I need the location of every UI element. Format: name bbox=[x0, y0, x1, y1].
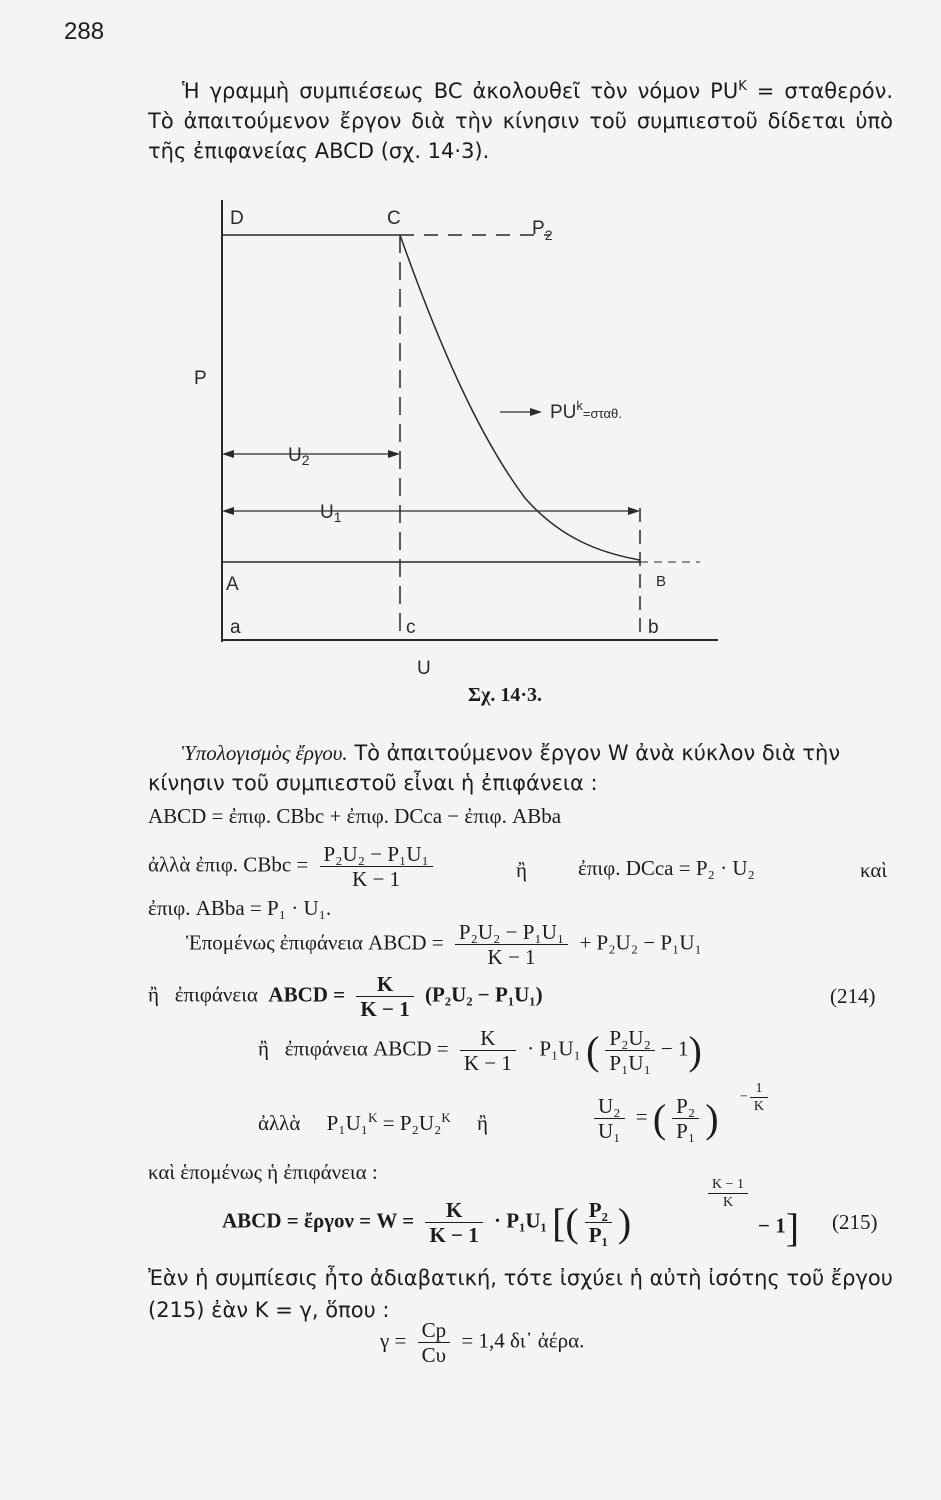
frac-alt-2: $\frac{\text{P₂U₂}}{\text{P₁U₁}}$ bbox=[605, 1026, 655, 1075]
para-work-text: Τὸ ἀπαιτούμενον ἔργον W ἀνὰ κύκλον διὰ τὴν κίνησιν τοῦ συμπιεστοῦ εἶναι ἡ ἐπιφάνεια : bbox=[148, 741, 841, 795]
and-therefore: καὶ ἑπομένως ἡ ἐπιφάνεια : bbox=[148, 1160, 378, 1184]
eq-alt-minus: − 1 bbox=[660, 1036, 689, 1061]
epif-word: ἐπιφάνεια bbox=[174, 982, 258, 1007]
label-b: b bbox=[648, 617, 659, 638]
frac-alt-1: $\frac{K}{K - 1}$ bbox=[460, 1026, 516, 1075]
label-c: c bbox=[406, 617, 416, 638]
eq-therefore bbox=[186, 920, 702, 969]
frac-215-p: $\frac{\text{P₂}}{\text{P₁}}$ bbox=[585, 1198, 612, 1247]
page-number: 288 bbox=[64, 18, 105, 45]
eq-law-mid: = P₂U₂ bbox=[377, 1111, 442, 1135]
exp-1: − $\frac{1}{K}$ bbox=[740, 1080, 770, 1115]
or-2: ἢ bbox=[148, 982, 159, 1007]
label-U: U bbox=[417, 658, 431, 678]
para-work bbox=[148, 738, 893, 798]
eq-therefore-lhs: Ἑπομένως ἐπιφάνεια ABCD = bbox=[186, 930, 444, 955]
label-A: A bbox=[226, 574, 239, 595]
u1-arrowhead-right bbox=[628, 507, 640, 515]
figure-caption: Σχ. 14·3. bbox=[468, 684, 542, 706]
eq-alt-p1u1: · P₁U₁ bbox=[527, 1036, 581, 1061]
eqno-215: (215) bbox=[832, 1210, 878, 1234]
frac-p2p1: $\frac{\text{P₂}}{\text{P₁}}$ bbox=[672, 1094, 699, 1143]
intro-paragraph bbox=[148, 72, 893, 166]
or-1: ἢ bbox=[516, 858, 527, 882]
u1-arrowhead-left bbox=[222, 507, 234, 515]
intro-sup: K bbox=[738, 79, 747, 94]
label-B: B bbox=[656, 573, 667, 590]
label-C: C bbox=[387, 208, 401, 229]
frac-gamma: $\frac{Cp}{C\upsilon}$ bbox=[418, 1318, 451, 1367]
eq-215: ABCD = ἔργον = W = $\frac{K}{K - 1}$ · P₁U₁ [( $\frac{\text{P₂}}{\text{P₁}}$ ) bbox=[222, 1198, 632, 1247]
abcd-bold: ABCD = bbox=[268, 982, 346, 1007]
exp-2: $\frac{K - 1}{K}$ bbox=[708, 1176, 748, 1211]
intro-text-2: = σταθερόν. Τὸ ἀπαιτούμενον ἔργον διὰ τὴν κίνησιν τοῦ συμπιεστοῦ δίδεται ὑπὸ τῆς ἐπιφανείας ABCD (σχ. 14·3). bbox=[148, 79, 894, 163]
eq-215-p1u1: · P₁U₁ bbox=[494, 1208, 547, 1233]
label-D: D bbox=[230, 208, 244, 229]
eq-cbbc bbox=[148, 842, 439, 891]
label-P: P bbox=[194, 368, 207, 389]
or-3: ἢ bbox=[258, 1036, 269, 1061]
frac-cbbc: $\frac{\text{P₂U₂ − P₁U₁}}{K - 1}$ bbox=[320, 842, 433, 891]
but-2: ἀλλὰ bbox=[258, 1111, 301, 1135]
eq-alt: ἢ ἐπιφάνεια ABCD = $\frac{K}{K - 1}$ · P₁U₁ ( $\frac{\text{P₂U₂}}{\text{P₁U₁}}$ − 1) bbox=[258, 1026, 702, 1075]
eq-215-lhs: ABCD = ἔργον = W = bbox=[222, 1208, 415, 1233]
eq-abba: ἐπιφ. ABba = P₁ · U₁. bbox=[148, 896, 332, 920]
label-P2: $P_2$ bbox=[532, 218, 553, 243]
u2-arrowhead-right bbox=[388, 450, 400, 458]
eq-ratio: $\frac{\text{U₂}}{\text{U₁}}$ = ( $\frac{\text{P₂}}{\text{P₁}}$ ) bbox=[588, 1094, 719, 1143]
figure-pu-diagram bbox=[180, 178, 760, 678]
eq-gamma bbox=[380, 1318, 584, 1367]
eq-therefore-plus: + P₂U₂ − P₁U₁ bbox=[579, 930, 702, 955]
gamma-val: = 1,4 δι᾽ ἀέρα. bbox=[461, 1328, 585, 1353]
eq-dcca: ἐπιφ. DCca = P₂ · U₂ bbox=[578, 856, 755, 880]
label-U1: $U_1$ bbox=[320, 502, 342, 525]
frac-therefore: $\frac{\text{P₂U₂ − P₁U₁}}{K - 1}$ bbox=[455, 920, 568, 969]
eq-law-p1u1: P₁U₁ bbox=[326, 1111, 369, 1135]
intro-text-1: Ἡ γραμμὴ συμπιέσεως BC ἀκολουθεῖ τὸν νόμον PU bbox=[182, 79, 739, 103]
frac-214: $\frac{K}{K - 1}$ bbox=[356, 972, 413, 1021]
eq-214 bbox=[148, 972, 543, 1021]
term-214: (P₂U₂ − P₁U₁) bbox=[424, 982, 543, 1007]
eq-cbbc-lhs: ἀλλὰ ἐπιφ. CBbc = bbox=[148, 852, 309, 877]
label-a: a bbox=[230, 617, 241, 638]
eqno-214: (214) bbox=[830, 984, 876, 1008]
eq-law bbox=[258, 1110, 488, 1136]
para-adiabatic: Ἐὰν ἡ συμπίεσις ἦτο ἀδιαβατική, τότε ἰσχύει ἡ αὐτὴ ἰσότης τοῦ ἔργου (215) ἐὰν K = γ, ὅπου : bbox=[148, 1266, 893, 1322]
section-heading: Ὑπολογισμὸς ἔργου. bbox=[182, 741, 348, 765]
u2-arrowhead-left bbox=[222, 450, 234, 458]
eq-alt-lhs: ἐπιφάνεια ABCD = bbox=[284, 1036, 449, 1061]
label-U2: $U_2$ bbox=[288, 445, 310, 468]
law-arrowhead bbox=[530, 408, 542, 416]
gamma-lhs: γ = bbox=[380, 1328, 407, 1353]
frac-u2u1: $\frac{\text{U₂}}{\text{U₁}}$ bbox=[594, 1094, 625, 1143]
eq-law-sup1: K bbox=[368, 1110, 378, 1125]
kai-1: καὶ bbox=[860, 858, 888, 882]
label-law: $PU^k_{=\sigma\tau\alpha\theta.}$ bbox=[550, 398, 622, 423]
eq-area-sum: ABCD = ἐπιφ. CBbc + ἐπιφ. DCca − ἐπιφ. ABba bbox=[148, 804, 562, 828]
eq-law-sup2: K bbox=[441, 1110, 451, 1125]
or-4: ἢ bbox=[477, 1111, 488, 1135]
frac-215: $\frac{K}{K - 1}$ bbox=[425, 1198, 482, 1247]
eq-215-minus: − 1] bbox=[758, 1205, 800, 1250]
